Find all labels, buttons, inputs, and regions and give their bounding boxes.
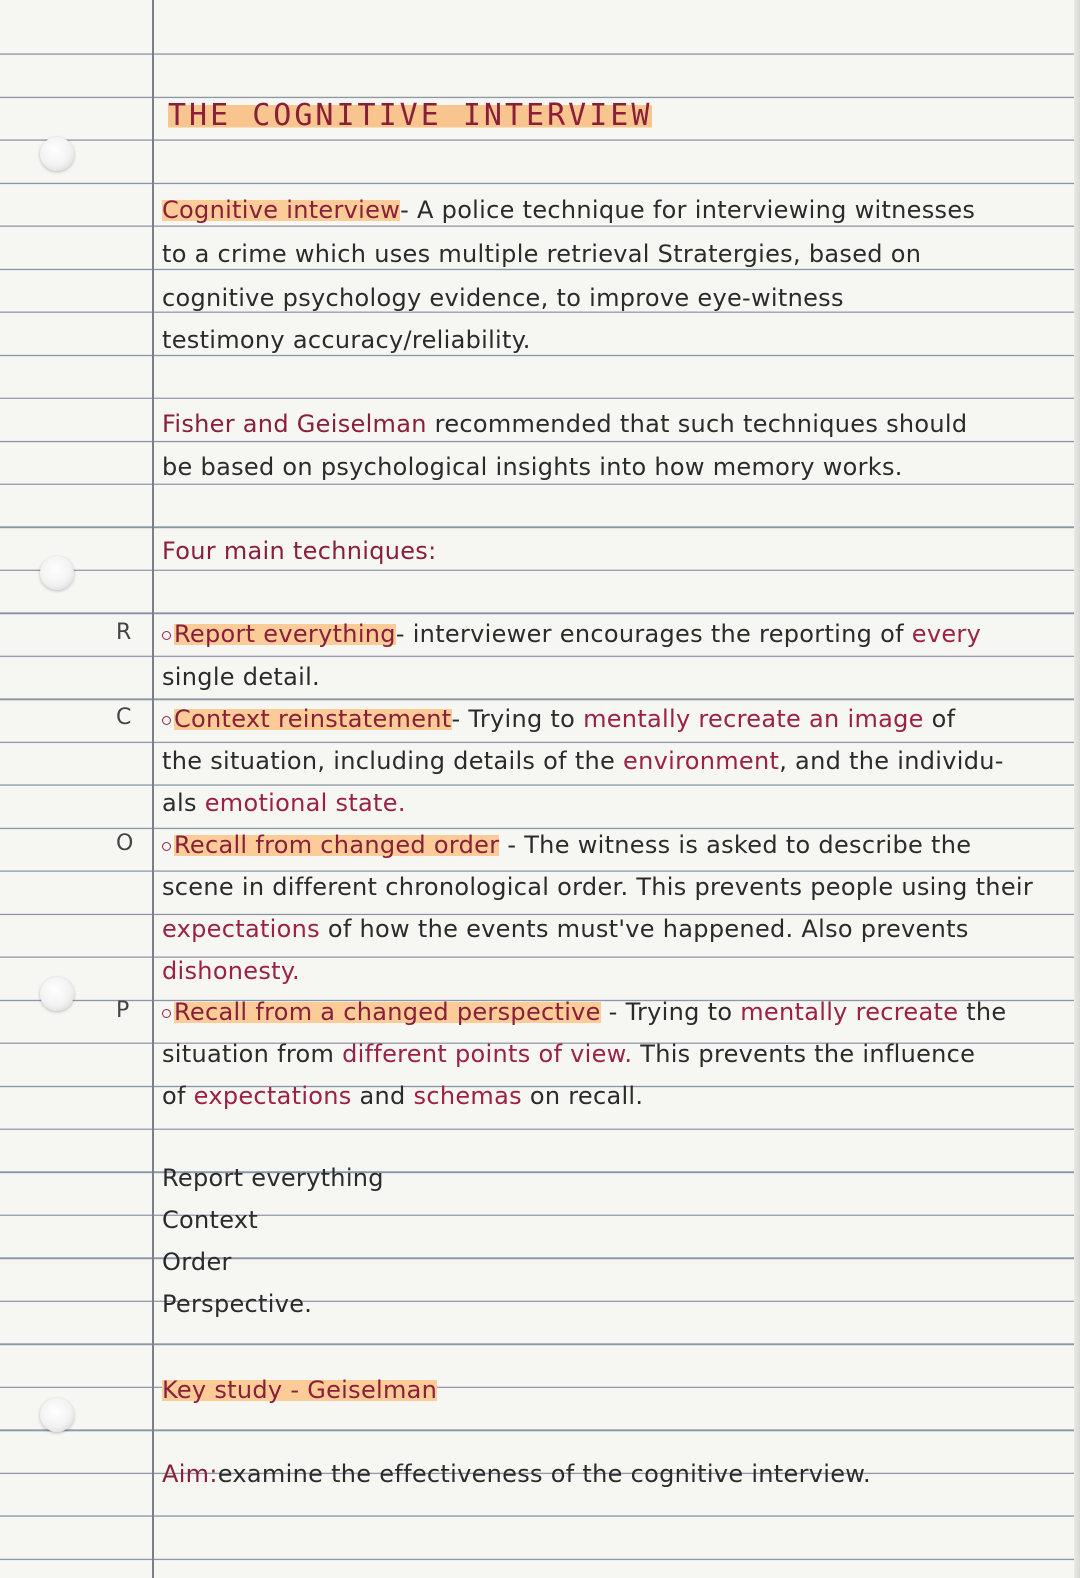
binder-hole-2 xyxy=(40,556,74,590)
technique-o-line-4: dishonesty. xyxy=(162,957,300,985)
bullet-icon xyxy=(162,1009,171,1018)
techniques-heading: Four main techniques: xyxy=(162,537,437,565)
binder-hole-3 xyxy=(40,977,74,1011)
bullet-icon xyxy=(162,842,171,851)
aim-line: Aim:examine the effectiveness of the cognitive interview. xyxy=(162,1460,871,1488)
technique-p-name: Recall from a changed perspective xyxy=(174,998,601,1026)
aim-label: Aim: xyxy=(162,1460,218,1488)
page-edge xyxy=(1074,0,1080,1578)
definition-line-1: Cognitive interview- A police technique for interviewing witnesses xyxy=(162,196,976,224)
technique-o-line-1: Recall from changed order - The witness is asked to describe the xyxy=(162,831,971,859)
fisher-term: Fisher and Geiselman xyxy=(162,410,427,438)
technique-letter-r: R xyxy=(116,620,132,645)
mnemonic-item-order: Order xyxy=(162,1248,232,1276)
technique-letter-c: C xyxy=(116,705,132,730)
margin-line xyxy=(152,0,154,1578)
key-study-heading: Key study - Geiselman xyxy=(162,1376,438,1404)
binder-hole-1 xyxy=(40,137,74,171)
technique-p-line-3: of expectations and schemas on recall. xyxy=(162,1082,644,1110)
technique-o-line-2: scene in different chronological order. This prevents people using their xyxy=(162,873,1034,901)
technique-letter-p: P xyxy=(116,998,130,1023)
technique-c-line-1: Context reinstatement- Trying to mentally recreate an image of xyxy=(162,705,955,733)
definition-line-2: to a crime which uses multiple retrieval Stratergies, based on xyxy=(162,240,922,268)
mnemonic-item-report: Report everything xyxy=(162,1164,384,1192)
binder-hole-4 xyxy=(40,1398,74,1432)
bullet-icon xyxy=(162,716,171,725)
definition-line-3: cognitive psychology evidence, to improve eye-witness xyxy=(162,284,844,312)
page-title: THE COGNITIVE INTERVIEW xyxy=(168,98,653,133)
technique-o-line-3: expectations of how the events must've happened. Also prevents xyxy=(162,915,969,943)
technique-p-line-1: Recall from a changed perspective - Trying to mentally recreate the xyxy=(162,998,1007,1026)
technique-p-line-2: situation from different points of view. This prevents the influence xyxy=(162,1040,976,1068)
technique-r-name: Report everything xyxy=(174,620,396,648)
definition-term: Cognitive interview xyxy=(162,196,401,224)
technique-r-line-1: Report everything- interviewer encourages the reporting of every xyxy=(162,620,981,648)
fisher-line-1: Fisher and Geiselman recommended that such techniques should xyxy=(162,410,968,438)
mnemonic-item-perspective: Perspective. xyxy=(162,1290,313,1318)
mnemonic-item-context: Context xyxy=(162,1206,259,1234)
technique-o-name: Recall from changed order xyxy=(174,831,500,859)
technique-c-line-3: als emotional state. xyxy=(162,789,406,817)
technique-c-line-2: the situation, including details of the environment, and the individu- xyxy=(162,747,1004,775)
technique-letter-o: O xyxy=(116,831,134,856)
technique-r-line-2: single detail. xyxy=(162,663,320,691)
fisher-line-2: be based on psychological insights into how memory works. xyxy=(162,453,903,481)
technique-c-name: Context reinstatement xyxy=(174,705,452,733)
definition-line-4: testimony accuracy/reliability. xyxy=(162,326,531,354)
bullet-icon xyxy=(162,631,171,640)
